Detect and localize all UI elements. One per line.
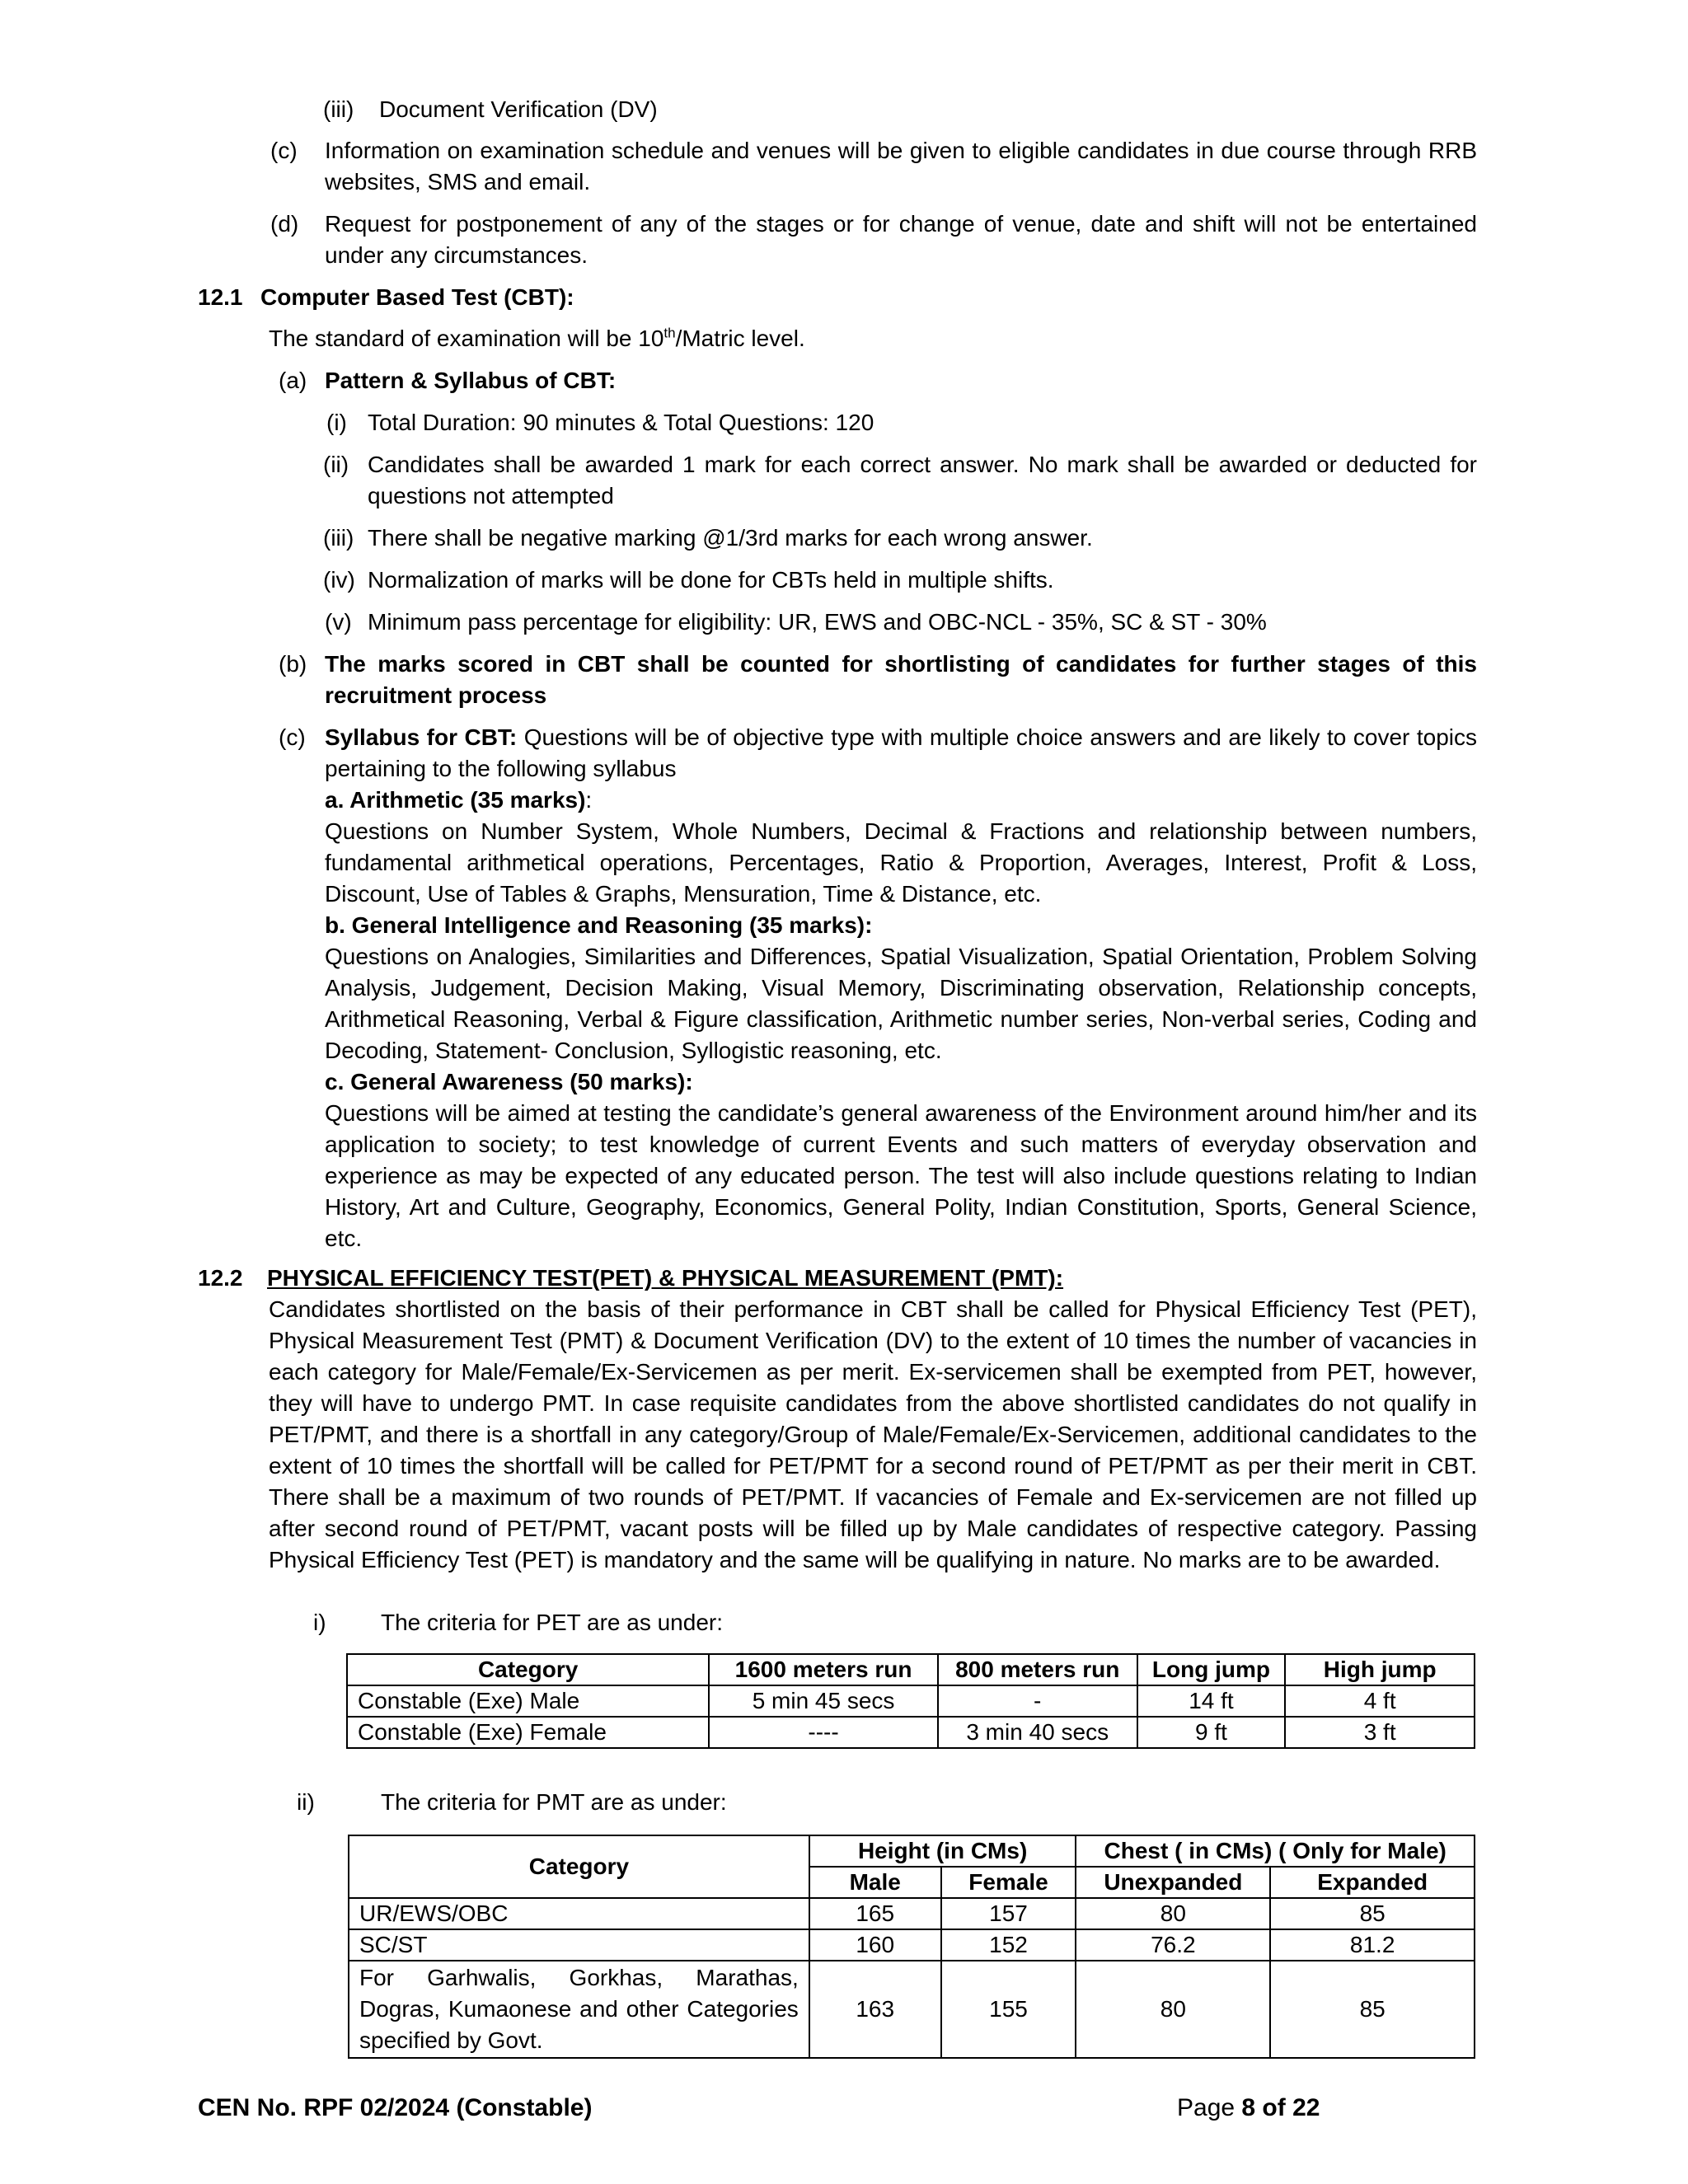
- item-iii-label: (iii): [323, 96, 354, 122]
- table-header-cell: Long jump: [1137, 1654, 1286, 1685]
- pmt-criteria-text: The criteria for PMT are as under:: [381, 1789, 727, 1815]
- section-12-2-number: 12.2: [198, 1265, 243, 1291]
- cbt-point-label: (i): [326, 410, 347, 435]
- section-12-2-title: PHYSICAL EFFICIENCY TEST(PET) & PHYSICAL MEASUREMENT (PMT):: [267, 1265, 1064, 1291]
- table-row: [349, 1961, 1475, 2058]
- table-header-row: [347, 1654, 1475, 1685]
- table-cell: 3 min 40 secs: [938, 1717, 1137, 1748]
- cbt-point-label: (iv): [323, 567, 355, 593]
- pet-criteria-label: i): [313, 1610, 326, 1635]
- cbt-point-label: (ii): [323, 452, 349, 477]
- table-header-cell: Category: [347, 1654, 709, 1685]
- table-header-cell: Male: [809, 1867, 941, 1898]
- section-12-1-title: Computer Based Test (CBT):: [260, 284, 574, 310]
- pet-table: [346, 1653, 1475, 1749]
- cbt-c-label: (c): [279, 724, 306, 750]
- table-cell: 85: [1270, 1961, 1475, 2058]
- table-cell: 4 ft: [1285, 1685, 1475, 1717]
- table-cell: SC/ST: [349, 1929, 809, 1961]
- general-awareness-text: Questions will be aimed at testing the candidate’s general awareness of the Environment around him/her and its application to society; to test knowledge of current Events and such matters of everyday observation and experience as may be expected of any educated person. The test will also include questions relating to Indian History, Art and Culture, Geography, Economics, General Polity, Indian Constitution, Sports, General Science, etc.: [325, 1100, 1477, 1251]
- cbt-point-text: Normalization of marks will be done for CBTs held in multiple shifts.: [368, 567, 1054, 593]
- pmt-table: [348, 1835, 1475, 2059]
- table-header-cell: 800 meters run: [938, 1654, 1137, 1685]
- table-cell: ----: [709, 1717, 938, 1748]
- table-header-cell: 1600 meters run: [709, 1654, 938, 1685]
- item-d-label: (d): [270, 211, 299, 237]
- pmt-criteria-label: ii): [297, 1789, 315, 1815]
- table-cell: 81.2: [1270, 1929, 1475, 1961]
- table-cell: 80: [1076, 1961, 1270, 2058]
- table-header-cell: Chest ( in CMs) ( Only for Male): [1076, 1835, 1475, 1867]
- reasoning-text: Questions on Analogies, Similarities and Differences, Spatial Visualization, Spatial Orientation, Problem Solving Analysis, Judgement, Decision Making, Visual Memory, Discriminating observation, Relationship concepts, Arithmetical Reasoning, Verbal & Figure classification, Arithmetic number series, Non-verbal series, Coding and Decoding, Statement- Conclusion, Syllogistic reasoning, etc.: [325, 944, 1477, 1063]
- cbt-b-text: The marks scored in CBT shall be counted for shortlisting of candidates for further stages of this recruitment process: [325, 651, 1477, 708]
- arithmetic-text: Questions on Number System, Whole Numbers, Decimal & Fractions and relationship between numbers, fundamental arithmetical operations, Percentages, Ratio & Proportion, Averages, Interest, Profit & Loss, Discount, Use of Tables & Graphs, Mensuration, Time & Distance, etc.: [325, 818, 1477, 907]
- table-cell: 152: [941, 1929, 1076, 1961]
- table-cell: -: [938, 1685, 1137, 1717]
- table-cell: 160: [809, 1929, 941, 1961]
- table-row: [347, 1685, 1475, 1717]
- table-header-cell: Female: [941, 1867, 1076, 1898]
- cbt-b-label: (b): [279, 651, 307, 677]
- footer-page-number: Page 8 of 22: [1177, 2094, 1320, 2121]
- table-header-cell: High jump: [1285, 1654, 1475, 1685]
- table-header-row: [349, 1835, 1475, 1867]
- item-d-text: Request for postponement of any of the stages or for change of venue, date and shift will not be entertained under any circumstances.: [325, 211, 1477, 268]
- table-row: [349, 1929, 1475, 1961]
- table-header-cell: Expanded: [1270, 1867, 1475, 1898]
- table-cell: 165: [809, 1898, 941, 1929]
- table-row: [347, 1717, 1475, 1748]
- section-12-1-number: 12.1: [198, 284, 243, 310]
- table-header-cell: Category: [349, 1835, 809, 1898]
- table-cell: 155: [941, 1961, 1076, 2058]
- item-iii-text: Document Verification (DV): [379, 96, 658, 122]
- item-c-text: Information on examination schedule and venues will be given to eligible candidates in due course through RRB websites, SMS and email.: [325, 138, 1477, 194]
- table-cell: 14 ft: [1137, 1685, 1286, 1717]
- pet-criteria-text: The criteria for PET are as under:: [381, 1610, 723, 1635]
- table-cell: 9 ft: [1137, 1717, 1286, 1748]
- table-cell: Constable (Exe) Male: [347, 1685, 709, 1717]
- cbt-point-text: Total Duration: 90 minutes & Total Questions: 120: [368, 410, 874, 435]
- table-cell: Constable (Exe) Female: [347, 1717, 709, 1748]
- table-cell: 163: [809, 1961, 941, 2058]
- cbt-c-text: Syllabus for CBT: Questions will be of objective type with multiple choice answers and are likely to cover topics pertaining to the following syllabus: [325, 724, 1477, 781]
- table-cell: 76.2: [1076, 1929, 1270, 1961]
- footer-cen-number: CEN No. RPF 02/2024 (Constable): [198, 2094, 593, 2121]
- item-c-label: (c): [270, 138, 298, 163]
- table-row: [349, 1898, 1475, 1929]
- table-cell: UR/EWS/OBC: [349, 1898, 809, 1929]
- cbt-point-label: (iii): [323, 525, 354, 551]
- cbt-a-label: (a): [279, 368, 307, 393]
- pet-pmt-paragraph: Candidates shortlisted on the basis of their performance in CBT shall be called for Physical Efficiency Test (PET), Physical Measurement Test (PMT) & Document Verification (DV) to the extent of 10 times the number of vacancies in each category for Male/Female/Ex-Servicemen as per merit. Ex-servicemen shall be exempted from PET, however, they will have to undergo PMT. In case requisite candidates from the above shortlisted candidates do not qualify in PET/PMT, and there is a shortfall in any category/Group of Male/Female/Ex-Servicemen, additional candidates to the extent of 10 times the shortfall will be called for PET/PMT for a second round of PET/PMT as per their merit in CBT. There shall be a maximum of two rounds of PET/PMT. If vacancies of Female and Ex-servicemen are not filled up after second round of PET/PMT, vacant posts will be filled up by Male candidates of respective category. Passing Physical Efficiency Test (PET) is mandatory and the same will be qualifying in nature. No marks are to be awarded.: [269, 1296, 1477, 1572]
- table-cell: For Garhwalis, Gorkhas, Marathas, Dogras, Kumaonese and other Categories specified by Govt.: [349, 1961, 809, 2058]
- table-cell: 3 ft: [1285, 1717, 1475, 1748]
- table-header-cell: Unexpanded: [1076, 1867, 1270, 1898]
- cbt-point-text: Candidates shall be awarded 1 mark for each correct answer. No mark shall be awarded or deducted for questions not attempted: [368, 452, 1477, 509]
- general-awareness-title: c. General Awareness (50 marks):: [325, 1069, 693, 1094]
- table-cell: 80: [1076, 1898, 1270, 1929]
- table-header-cell: Height (in CMs): [809, 1835, 1076, 1867]
- cbt-standard-line: The standard of examination will be 10th/Matric level.: [269, 325, 805, 351]
- reasoning-title: b. General Intelligence and Reasoning (35 marks):: [325, 912, 873, 938]
- cbt-a-title: Pattern & Syllabus of CBT:: [325, 368, 617, 393]
- table-cell: 85: [1270, 1898, 1475, 1929]
- cbt-point-text: There shall be negative marking @1/3rd marks for each wrong answer.: [368, 525, 1093, 551]
- cbt-point-label: (v): [325, 609, 352, 635]
- cbt-point-text: Minimum pass percentage for eligibility: UR, EWS and OBC-NCL - 35%, SC & ST - 30%: [368, 609, 1267, 635]
- arithmetic-title: a. Arithmetic (35 marks):: [325, 787, 593, 813]
- table-cell: 157: [941, 1898, 1076, 1929]
- table-cell: 5 min 45 secs: [709, 1685, 938, 1717]
